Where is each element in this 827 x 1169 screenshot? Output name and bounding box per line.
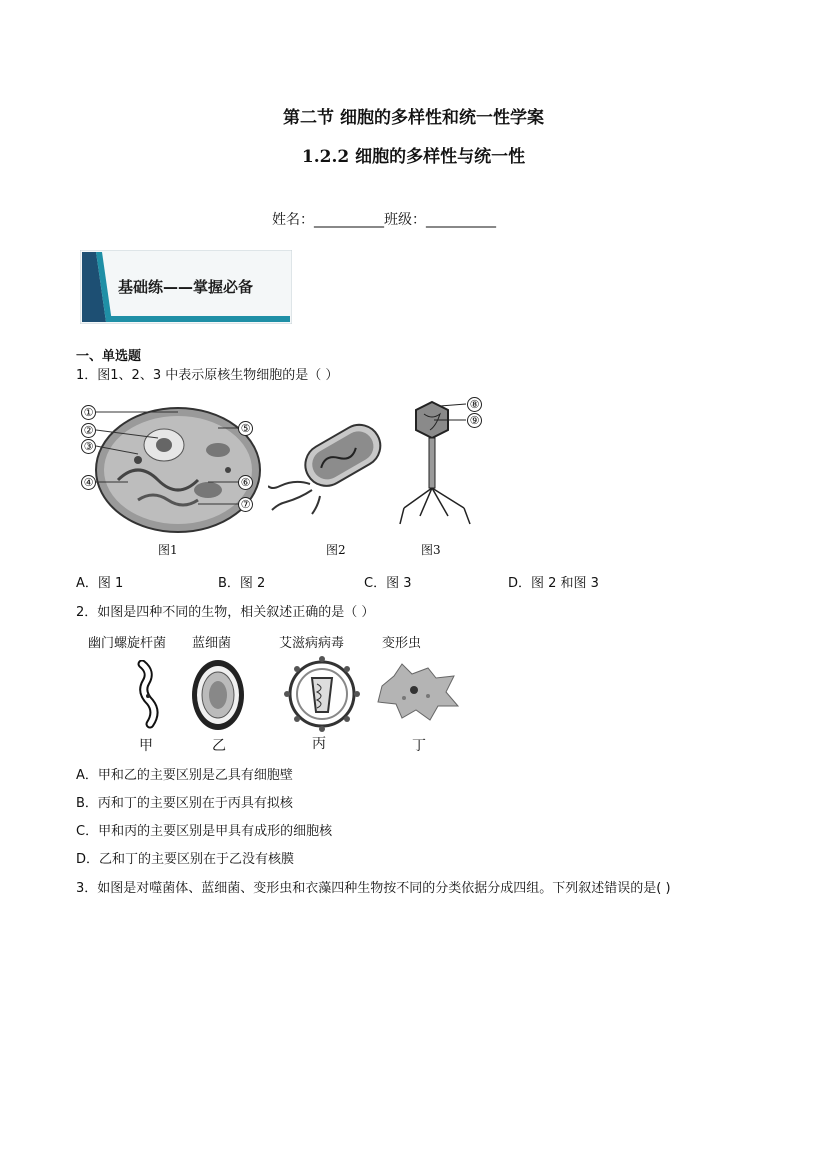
q2-option-d: D．乙和丁的主要区别在于乙没有核膜 — [76, 852, 295, 867]
question-3-stem: 3．如图是对噬菌体、蓝细菌、变形虫和衣藻四种生物按不同的分类依据分成四组。下列叙述错误的是( ) — [76, 881, 671, 896]
h-pylori-illustration — [128, 660, 168, 730]
label-3: ③ — [81, 439, 96, 454]
label-8: ⑧ — [467, 397, 482, 412]
label-6: ⑥ — [238, 475, 253, 490]
page-subtitle: 1.2.2 细胞的多样性与统一性 — [301, 147, 526, 167]
marker-bing: 丙 — [312, 736, 326, 752]
label-5: ⑤ — [238, 421, 253, 436]
marker-yi: 乙 — [212, 738, 226, 754]
q2-option-c: C．甲和丙的主要区别是甲具有成形的细胞核 — [76, 824, 333, 839]
caption-figure-1: 图1 — [158, 543, 178, 557]
marker-ding: 丁 — [412, 738, 426, 754]
question-1-stem: 1．图1、2、3 中表示原核生物细胞的是（ ） — [76, 368, 339, 383]
label-4: ④ — [81, 475, 96, 490]
hiv-illustration — [284, 656, 360, 732]
section-banner — [80, 250, 292, 324]
organism-h-pylori — [128, 660, 168, 730]
class-blank: __________ — [426, 212, 496, 228]
label-7: ⑦ — [238, 497, 253, 512]
organism-label-3: 艾滋病病毒 — [279, 636, 345, 651]
q1-option-b: B．图 2 — [218, 576, 266, 591]
name-class-row — [272, 209, 496, 229]
bacteriophage-illustration — [390, 396, 500, 536]
question-2-stem: 2．如图是四种不同的生物，相关叙述正确的是（ ） — [76, 605, 375, 620]
label-2: ② — [81, 423, 96, 438]
bacterium-illustration — [268, 412, 386, 522]
name-blank: __________ — [314, 212, 384, 228]
name-label: 姓名： — [272, 212, 314, 228]
figure-3-bacteriophage — [390, 396, 500, 536]
q1-option-a: A．图 1 — [76, 576, 124, 591]
amoeba-illustration — [376, 662, 460, 722]
q2-option-a: A．甲和乙的主要区别是乙具有细胞壁 — [76, 768, 293, 783]
organism-label-1: 幽门螺旋杆菌 — [88, 636, 167, 651]
animal-cell-illustration — [78, 390, 268, 540]
caption-figure-2: 图2 — [326, 543, 346, 557]
figure-1-animal-cell — [78, 390, 268, 540]
organism-hiv — [284, 656, 360, 732]
q2-option-b: B．丙和丁的主要区别在于丙具有拟核 — [76, 796, 293, 811]
label-9: ⑨ — [467, 413, 482, 428]
page-title: 第二节 细胞的多样性和统一性学案 — [283, 108, 544, 128]
organism-amoeba — [376, 662, 460, 722]
label-1: ① — [81, 405, 96, 420]
organism-label-4: 变形虫 — [382, 636, 422, 651]
organism-label-2: 蓝细菌 — [192, 636, 232, 651]
figure-2-bacterium — [268, 412, 386, 522]
class-label: 班级： — [384, 212, 426, 228]
marker-jia: 甲 — [139, 738, 153, 754]
q1-option-c: C．图 3 — [364, 576, 412, 591]
organism-cyanobacterium — [190, 658, 246, 732]
caption-figure-3: 图3 — [421, 543, 441, 557]
q1-option-d: D．图 2 和图 3 — [508, 576, 599, 591]
section-title: 一、单选题 — [76, 349, 142, 364]
cyanobacterium-illustration — [190, 658, 246, 732]
banner-text: 基础练——掌握必备 — [118, 278, 254, 296]
